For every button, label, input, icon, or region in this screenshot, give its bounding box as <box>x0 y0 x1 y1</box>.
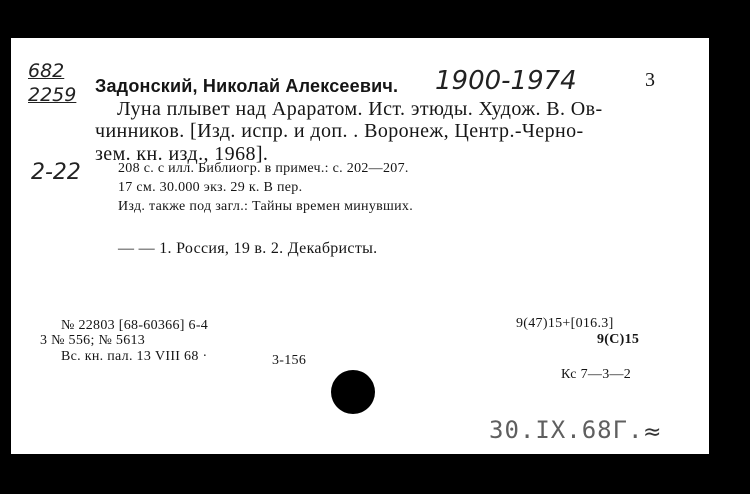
handwritten-code-top: 682 <box>28 60 65 82</box>
chamber-code: 3-156 <box>272 353 307 368</box>
physical-line-1: 208 с. с илл. Библиогр. в примеч.: с. 202—207. <box>118 161 409 176</box>
physical-line-2: 17 см. 30.000 экз. 29 к. В пер. <box>118 180 303 195</box>
card-number: 3 <box>645 69 656 91</box>
left-ref-line-2: 3 № 556; № 5613 <box>40 333 146 348</box>
date-stamp: 30.IX.68Г. <box>489 416 644 444</box>
chamber-line: Вс. кн. пал. 13 VIII 68 · <box>61 349 208 364</box>
class-index-2: 9(С)15 <box>597 332 640 347</box>
title-line-3: зем. кн. изд., 1968]. <box>95 143 269 165</box>
handwritten-code-bottom: 2259 <box>28 84 77 106</box>
class-index: 9(47)15+[016.3] <box>516 316 614 331</box>
handwritten-years: 1900-1974 <box>435 66 577 96</box>
title-line-2: чинников. [Изд. испр. и доп. . Воронеж, Центр.-Черно- <box>95 120 584 142</box>
subjects-line: — — 1. Россия, 19 в. 2. Декабристы. <box>118 240 378 257</box>
punch-hole <box>331 370 375 414</box>
author-heading: Задонский, Николай Алексеевич. <box>95 76 399 96</box>
ks-code: Кс 7—3—2 <box>561 367 632 382</box>
signature-scribble: ≈ <box>643 420 662 445</box>
note-line: Изд. также под загл.: Тайны времен минувших. <box>118 199 414 214</box>
title-line-1: Луна плывет над Араратом. Ист. этюды. Худож. В. Ов- <box>117 98 603 120</box>
left-ref-line-1: № 22803 [68-60366] 6-4 <box>61 318 209 333</box>
handwritten-margin-note: 2-22 <box>31 160 81 185</box>
